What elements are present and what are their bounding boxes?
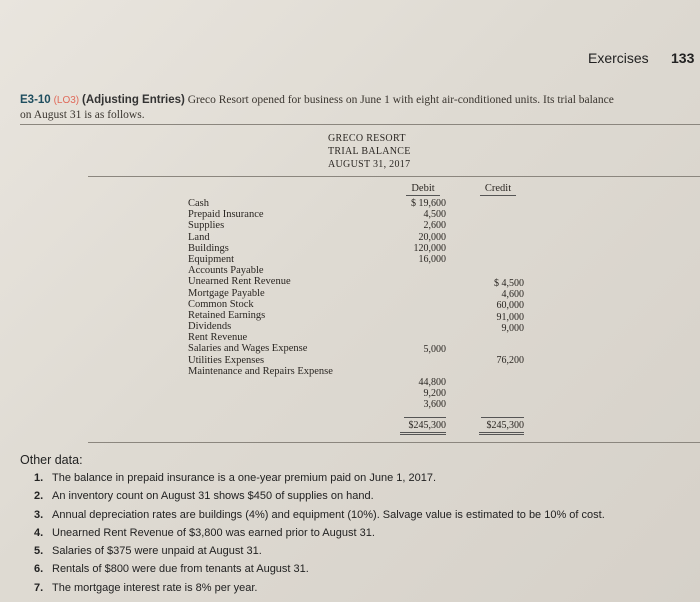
list-item <box>34 527 694 545</box>
credit-amount: 91,000 <box>496 311 524 323</box>
divider <box>88 442 700 443</box>
expense-debit: 3,600 <box>423 399 446 411</box>
account-name: Maintenance and Repairs Expense <box>188 365 333 377</box>
item-number: 3. <box>34 508 44 521</box>
debit-total: $245,300 <box>400 420 446 435</box>
account-name: Land <box>188 231 210 243</box>
item-number: 2. <box>34 490 44 503</box>
account-name: Mortgage Payable <box>188 287 265 299</box>
debit-amounts <box>386 198 446 265</box>
list-item <box>34 582 694 600</box>
credit-amounts <box>476 278 524 334</box>
credit-total: $245,300 <box>479 420 524 435</box>
account-name: Supplies <box>188 220 225 232</box>
exercise-topic: (Adjusting Entries) <box>82 94 185 106</box>
credit-amount: 9,000 <box>501 322 524 334</box>
credit-column-header: Credit <box>480 183 516 196</box>
credit-amount: $ 4,500 <box>494 278 524 289</box>
problem-statement <box>20 93 700 122</box>
item-text: The mortgage interest rate is 8% per year. <box>52 581 258 594</box>
account-name: Accounts Payable <box>188 265 264 277</box>
debit-amount: 120,000 <box>413 242 446 254</box>
debit-column-header: Debit <box>406 183 440 196</box>
debit-amount: $ 19,600 <box>411 198 446 209</box>
account-name: Retained Earnings <box>188 309 266 321</box>
list-item <box>34 545 694 563</box>
item-number: 6. <box>34 563 44 576</box>
rent-revenue-credit: 76,200 <box>496 355 524 366</box>
other-data-list <box>34 472 694 600</box>
item-text: An inventory count on August 31 shows $450 of supplies on hand. <box>52 490 374 503</box>
account-name: Dividends <box>188 321 232 333</box>
statement-date: AUGUST 31, 2017 <box>328 159 411 170</box>
account-list <box>188 198 333 377</box>
section-title: Exercises <box>588 50 649 66</box>
debit-amount: 20,000 <box>418 231 446 243</box>
exercise-code: E3-10 <box>20 94 51 106</box>
credit-subtotal-rule <box>481 417 524 418</box>
item-text: Rentals of $800 were due from tenants at August 31. <box>52 563 309 576</box>
statement-name: TRIAL BALANCE <box>328 146 411 157</box>
item-text: Salaries of $375 were unpaid at August 31. <box>52 545 262 558</box>
learning-objective: (LO3) <box>53 95 80 106</box>
item-number: 5. <box>34 545 44 558</box>
debit-amount: 16,000 <box>418 253 446 265</box>
expense-debits <box>386 377 446 411</box>
problem-text-line2: on August 31 is as follows. <box>20 109 145 121</box>
page-number: 133 <box>671 50 695 66</box>
company-name: GRECO RESORT <box>328 133 406 144</box>
divider <box>20 124 700 125</box>
debit-amount: 4,500 <box>423 209 446 221</box>
other-data-title: Other data: <box>20 453 83 467</box>
account-name: Salaries and Wages Expense <box>188 343 308 355</box>
list-item <box>34 490 694 508</box>
dividends-debit: 5,000 <box>423 344 446 355</box>
debit-subtotal-rule <box>404 417 446 418</box>
account-name: Prepaid Insurance <box>188 209 264 221</box>
account-name: Common Stock <box>188 298 254 310</box>
list-item <box>34 563 694 581</box>
item-number: 7. <box>34 581 44 594</box>
divider <box>88 176 700 177</box>
account-name: Unearned Rent Revenue <box>188 276 291 288</box>
account-name: Equipment <box>188 253 235 265</box>
account-name: Buildings <box>188 242 229 254</box>
list-item <box>34 472 694 490</box>
list-item <box>34 509 694 527</box>
problem-text-line1: Greco Resort opened for business on June 1 with eight air-conditioned units. Its trial balance <box>187 94 614 106</box>
expense-debit: 44,800 <box>418 377 446 388</box>
debit-amount: 2,600 <box>423 220 446 232</box>
account-name: Rent Revenue <box>188 332 248 344</box>
account-name: Cash <box>188 198 209 209</box>
item-number: 1. <box>34 472 44 484</box>
item-text: Annual depreciation rates are buildings (4%) and equipment (10%). Salvage value is estimated to be 10% of cost. <box>52 508 605 521</box>
credit-amount: 4,600 <box>501 289 524 301</box>
statement-heading <box>328 132 438 171</box>
expense-debit: 9,200 <box>423 388 446 400</box>
item-text: Unearned Rent Revenue of $3,800 was earned prior to August 31. <box>52 526 375 539</box>
item-number: 4. <box>34 526 44 539</box>
credit-amount: 60,000 <box>496 300 524 312</box>
account-name: Utilities Expenses <box>188 354 265 366</box>
item-text: The balance in prepaid insurance is a one-year premium paid on June 1, 2017. <box>52 472 437 484</box>
